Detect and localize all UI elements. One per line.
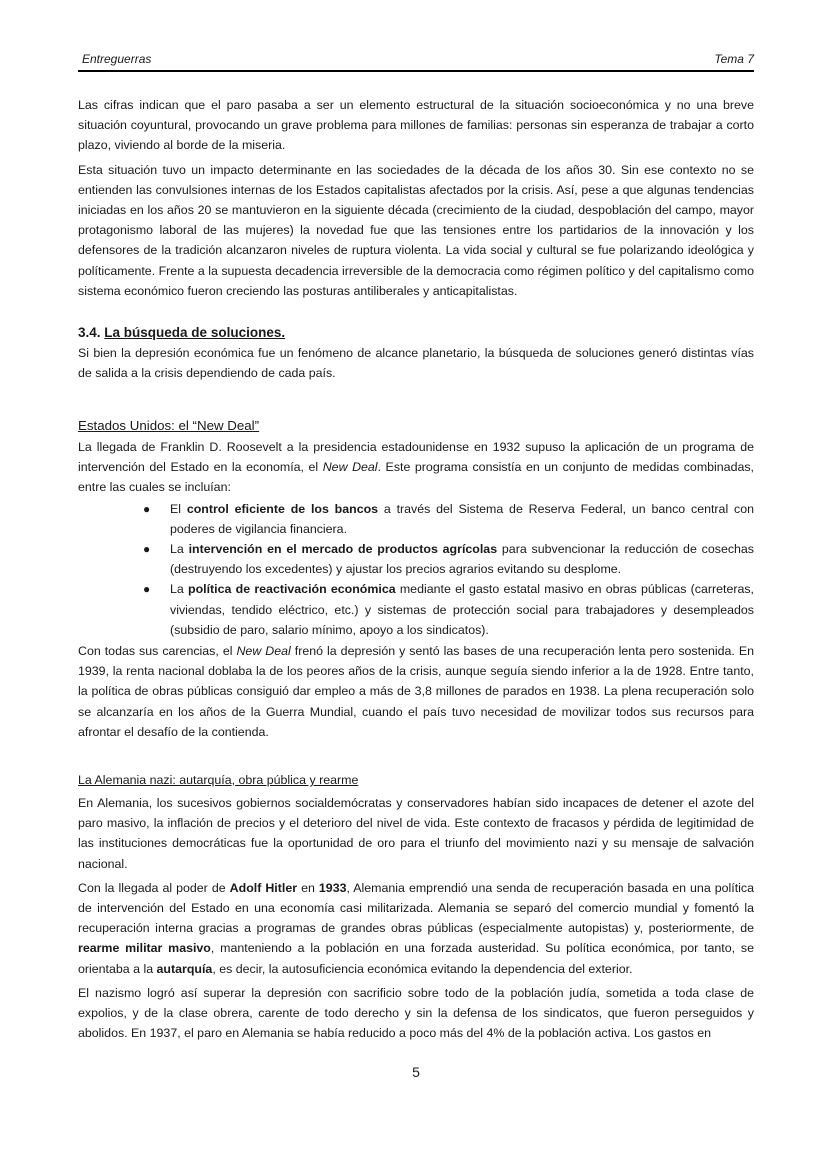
text-run: para subvencionar la reducción de cosechas (destruyendo los excedentes) y ajustar los precios agrarios evitando su desplome. xyxy=(170,542,755,577)
section-3-4 xyxy=(78,325,754,383)
bold-term: control eficiente de los bancos xyxy=(186,501,379,516)
germany-subsection xyxy=(78,773,754,1043)
germany-paragraph-2 xyxy=(78,878,754,979)
page-number: 5 xyxy=(412,1064,420,1080)
text-run: , es decir, la autosuficiencia económica evitando la dependencia del exterior. xyxy=(212,961,633,976)
text-run: Con todas sus carencias, el xyxy=(78,644,237,659)
section-title: La búsqueda de soluciones. xyxy=(104,325,286,340)
text-run: El xyxy=(170,501,187,516)
bold-term: rearme militar masivo xyxy=(78,941,211,956)
header-course-title: Entreguerras xyxy=(82,52,152,66)
usa-paragraph-1 xyxy=(78,437,754,498)
usa-paragraph-2 xyxy=(78,641,754,742)
paragraph-social-impact: Esta situación tuvo un impacto determinante en las sociedades de la década de los años 30. Sin ese contexto no se entienden las convulsiones internas de los Estados capitalistas afectados por la crisis. Así, pese a que algunas tendencias iniciadas en los años 20 se mantuvieron en la siguiente década (crecimiento de la ciudad, despoblación del campo, mayor protagonismo laboral de las mujeres) la novedad fue que las tensiones entre los partidarios de la innovación y los defensores de la tradición alcanzaron niveles de ruptura violenta. La vida social y cultural se fue polarizando ideológica y políticamente. Frente a la supuesta decadencia irreversible de la democracia como régimen político y del capitalismo como sistema económico fueron creciendo las posturas antiliberales y anticapitalistas. xyxy=(78,162,754,298)
new-deal-measures-list xyxy=(78,499,754,640)
new-deal-italic: New Deal xyxy=(236,644,291,659)
usa-heading: Estados Unidos: el “New Deal” xyxy=(78,418,260,433)
new-deal-italic: New Deal xyxy=(322,460,378,475)
text-run: La xyxy=(170,582,189,597)
bold-term: 1933 xyxy=(318,880,347,895)
intro-block xyxy=(78,95,754,301)
bullet-icon: ● xyxy=(143,582,151,597)
section-heading xyxy=(78,325,754,340)
germany-paragraph-1: En Alemania, los sucesivos gobiernos socialdemócratas y conservadores habían sido incapaces de detener el azote del paro masivo, la inflación de precios y el deterioro del nivel de vida. Este contexto de fracasos y pérdida de legitimidad de las instituciones democráticas fue la oportunidad de oro para el triunfo del movimiento nazi y su mensaje de salvación nacional. xyxy=(78,796,754,871)
text-run: Con la llegada al poder de xyxy=(78,880,230,895)
list-item xyxy=(78,579,754,640)
germany-heading: La Alemania nazi: autarquía, obra pública y rearme xyxy=(78,773,359,787)
germany-paragraph-3: El nazismo logró así superar la depresión con sacrificio sobre todo de la población judía, sometida a toda clase de expolios, y de la clase obrera, carente de todo derecho y sin la defensa de los sindicatos, que fueron perseguidos y abolidos. En 1937, el paro en Alemania se había reducido a poco más del 4% de la población activa. Los gastos en xyxy=(78,985,754,1041)
section-intro: Si bien la depresión económica fue un fenómeno de alcance planetario, la búsqueda de soluciones generó distintas vías de salida a la crisis dependiendo de cada país. xyxy=(78,346,754,381)
text-run: La xyxy=(170,542,189,557)
bold-term: política de reactivación económica xyxy=(188,582,396,597)
page-header xyxy=(78,50,754,72)
bullet-icon: ● xyxy=(143,542,151,557)
usa-subsection xyxy=(78,418,754,742)
bold-term: intervención en el mercado de productos agrícolas xyxy=(188,542,498,557)
section-number: 3.4. xyxy=(78,325,101,340)
text-run: , manteniendo a la población en una forzada austeridad. Su política económica, por tanto, se orientaba a la xyxy=(78,941,754,976)
text-run: a través del Sistema de Reserva Federal, un banco central con poderes de vigilancia financiera. xyxy=(170,501,754,536)
text-run: en xyxy=(297,880,319,895)
list-item xyxy=(78,499,754,539)
text-run: , Alemania emprendió una senda de recuperación basada en una política de intervención del Estado en una economía casi militarizada. Alemania se separó del comercio mundial y fomentó la recuperación interna gracias a programas de grandes obras públicas (especialmente autopistas) y, posteriormente, de xyxy=(78,880,755,936)
text-run: mediante el gasto estatal masivo en obras públicas (carreteras, viviendas, tendido eléctrico, etc.) y sistemas de protección social para trabajadores y desempleados (subsidio de paro, salario mínimo, apoyo a los sindicatos). xyxy=(170,582,754,637)
bold-term: autarquía xyxy=(156,961,213,976)
list-item xyxy=(78,539,754,579)
text-run: La llegada de Franklin D. Roosevelt a la presidencia estadounidense en 1932 supuso la aplicación de un programa de intervención del Estado en la economía, el xyxy=(78,440,754,475)
header-unit-label: Tema 7 xyxy=(714,52,754,66)
bold-term: Adolf Hitler xyxy=(229,880,298,895)
bullet-icon: ● xyxy=(143,501,151,516)
text-run: . Este programa consistía en un conjunto de medidas combinadas, entre las cuales se incluían: xyxy=(78,460,754,495)
paragraph-unemployment: Las cifras indican que el paro pasaba a ser un elemento estructural de la situación socioeconómica y no una breve situación coyuntural, provocando un grave problema para millones de familias: personas sin esperanza de trabajar a corto plazo, viviendo al borde de la miseria. xyxy=(78,98,754,153)
text-run: frenó la depresión y sentó las bases de una recuperación lenta pero sostenida. En 1939, la renta nacional doblaba la de los peores años de la crisis, aunque seguía siendo inferior a la de 1928. Entre tanto, la política de obras públicas consiguió dar empleo a más de 3,8 millones de parados en 1938. La plena recuperación solo se alcanzaría en los años de la Guerra Mundial, cuando el país tuvo necesidad de movilizar todos sus recursos para afrontar el desafío de la contienda. xyxy=(78,644,754,739)
